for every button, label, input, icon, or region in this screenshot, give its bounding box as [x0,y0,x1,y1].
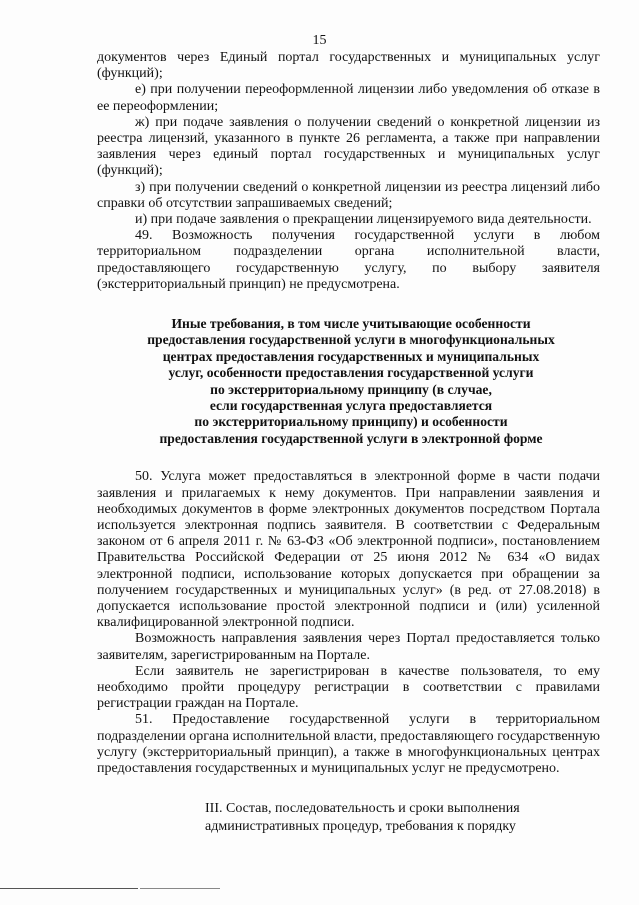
paragraph: и) при подаче заявления о прекращении лицензируемого вида деятельности. [135,212,592,228]
document-body [97,50,600,777]
heading-line: центрах предоставления государственных и муниципальных [162,348,540,364]
paragraph: документов через Единый портал государственных и муниципальных услуг (функций); [97,50,600,82]
heading-line: по экстерриториальному принципу) и особенности [194,414,508,430]
top-paragraphs [97,50,600,293]
paragraph: Возможность направления заявления через Портал предоставляется только заявителям, зарегистрированным на Портале. [97,631,600,663]
bottom-paragraphs [97,469,600,777]
paragraph: Если заявитель не зарегистрирован в качестве пользователя, то ему необходимо пройти процедуру регистрации в соответствии с правилами регистрации граждан на Портале. [97,663,600,712]
paragraph: 49. Возможность получения государственной услуги в любом территориальном подразделении органа исполнительной власти, предоставляющего государственную услугу, по выбору заявителя (экстерриториальный принцип) не предусмотрена. [97,228,600,292]
page-number: 15 [312,33,327,48]
section-title-line: III. Состав, последовательность и сроки выполнения [205,801,520,816]
heading-line: по экстерриториальному принципу (в случае, [210,381,492,397]
paragraph: 51. Предоставление государственной услуги в территориальном подразделении органа исполнительной власти, предоставляющего государственную услугу (экстерриториальный принцип), а также в многофункциональных центрах предоставления государственных и муниципальных услуг не предусмотрено. [97,712,600,776]
section-heading [97,316,600,447]
footer-rule-right [140,888,220,889]
section-title-line: административных процедур, требования к порядку [205,818,516,834]
paragraph: 50. Услуга может предоставляться в электронной форме в части подачи заявления и прилагаемых к нему документов. При направлении заявления и необходимых документов в форме электронных документов посредством Портала используется электронная подпись заявителя. В соответствии с Федеральным законом от 6 апреля 2011 г. № 63-ФЗ «Об электронной подписи», постановлением Правительства Российской Федерации от 25 июня 2012 № 634 «О видах электронной подписи, использование которых допускается при обращении за получением государственных и муниципальных услуг» (в ред. от 27.08.2018) в допускается использование простой электронной подписи и (или) усиленной квалифицированной электронной подписи. [97,469,600,631]
footer-rule-left [0,888,138,889]
paragraph: е) при получении переоформленной лицензии либо уведомления об отказе в ее переоформлении; [97,82,600,114]
heading-line: если государственная услуга предоставляется [209,398,493,414]
heading-line: Иные требования, в том числе учитывающие особенности [171,316,531,332]
paragraph: з) при получении сведений о конкретной лицензии из реестра лицензий либо справки об отсутствии запрашиваемых сведений; [97,179,600,211]
paragraph: ж) при подаче заявления о получении сведений о конкретной лицензии из реестра лицензий, указанного в пункте 26 регламента, а также при направлении заявления через единый портал государственных и муниципальных услуг (функций); [97,114,600,179]
heading-line: предоставления государственной услуги в электронной форме [159,430,543,446]
heading-line: предоставления государственной услуги в многофункциональных [147,332,555,348]
heading-line: услуг, особенности предоставления государственной услуги [168,365,534,381]
section-title [205,800,535,835]
